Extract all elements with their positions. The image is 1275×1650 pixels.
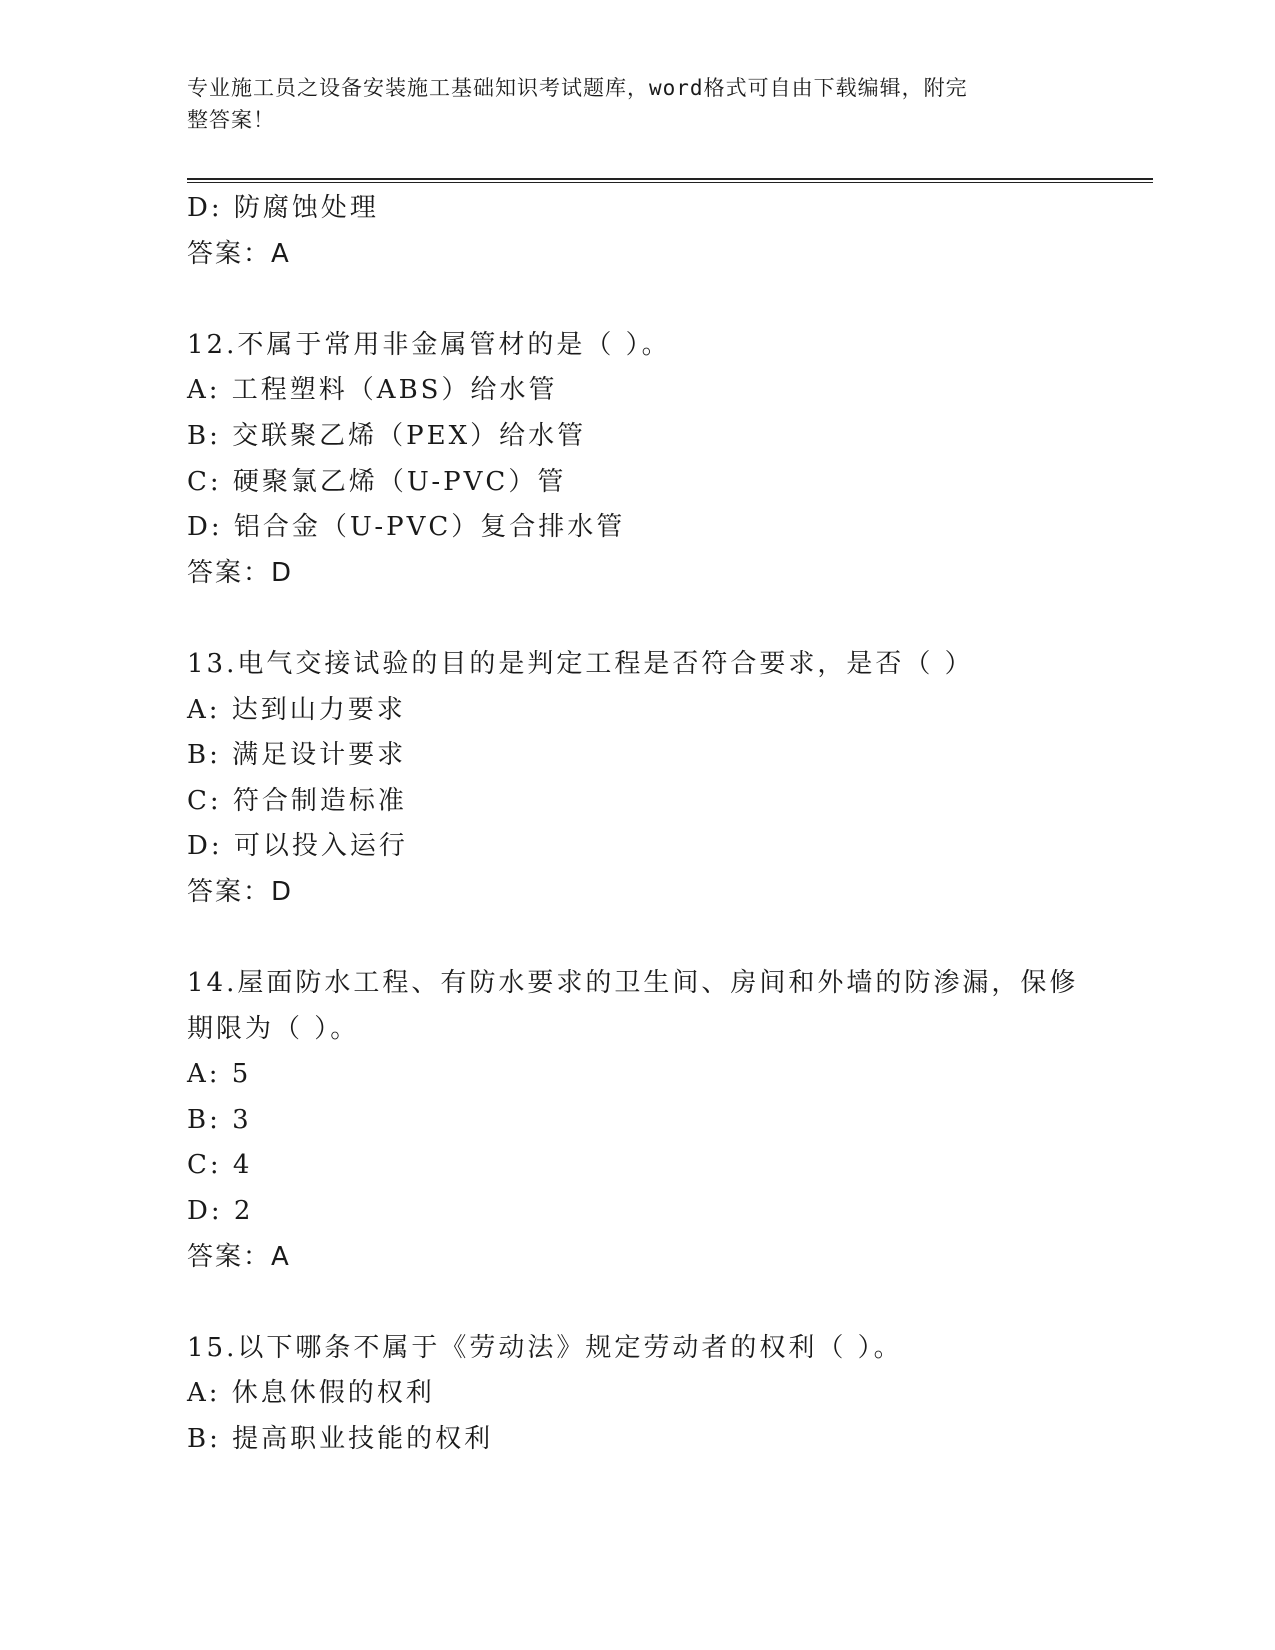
header-line-2: 整答案！ bbox=[187, 108, 275, 132]
header-divider bbox=[187, 178, 1153, 183]
q14-answer: 答案：A bbox=[187, 1241, 291, 1272]
document-header bbox=[187, 72, 1067, 136]
question-list bbox=[187, 186, 1087, 1463]
q12-option-b: B: 交联聚乙烯（PEX）给水管 bbox=[187, 420, 587, 451]
q15-option-a: A: 休息休假的权利 bbox=[187, 1378, 435, 1409]
q12-answer: 答案：D bbox=[187, 557, 294, 588]
q13-option-a: A: 达到山力要求 bbox=[187, 694, 406, 725]
spacer bbox=[187, 916, 1087, 962]
q13-option-c: C: 符合制造标准 bbox=[187, 785, 407, 816]
question-13 bbox=[187, 642, 1087, 916]
q15-question: 15.以下哪条不属于《劳动法》规定劳动者的权利（ ）。 bbox=[187, 1332, 903, 1363]
q12-option-a: A: 工程塑料（ABS）给水管 bbox=[187, 375, 558, 406]
q11-answer: 答案：A bbox=[187, 238, 291, 269]
q13-question: 13.电气交接试验的目的是判定工程是否符合要求，是否（ ） bbox=[187, 648, 974, 679]
q14-option-c: C: 4 bbox=[187, 1150, 253, 1181]
q11-option-d: D: 防腐蚀处理 bbox=[187, 193, 379, 223]
q12-option-d: D: 铝合金（U-PVC）复合排水管 bbox=[187, 512, 626, 543]
q13-answer: 答案：D bbox=[187, 876, 294, 907]
q13-option-b: B: 满足设计要求 bbox=[187, 740, 407, 771]
question-11-tail bbox=[187, 186, 1087, 277]
q14-option-d: D: 2 bbox=[187, 1196, 254, 1227]
question-12 bbox=[187, 323, 1087, 597]
spacer bbox=[187, 596, 1087, 642]
question-15 bbox=[187, 1326, 1087, 1463]
q14-option-b: B: 3 bbox=[187, 1104, 252, 1135]
q12-option-c: C: 硬聚氯乙烯（U-PVC）管 bbox=[187, 466, 567, 497]
q14-question-line-1: 14.屋面防水工程、有防水要求的卫生间、房间和外墙的防渗漏，保修 bbox=[187, 968, 1079, 999]
q13-option-d: D: 可以投入运行 bbox=[187, 831, 408, 862]
question-14 bbox=[187, 961, 1087, 1280]
spacer bbox=[187, 277, 1087, 323]
spacer bbox=[187, 1280, 1087, 1326]
q12-question: 12.不属于常用非金属管材的是（ ）。 bbox=[187, 329, 671, 360]
q14-question-line-2: 期限为（ ）。 bbox=[187, 1013, 360, 1044]
header-line-1: 专业施工员之设备安装施工基础知识考试题库，word格式可自由下载编辑，附完 bbox=[187, 76, 968, 100]
q15-option-b: B: 提高职业技能的权利 bbox=[187, 1424, 494, 1455]
q14-option-a: A: 5 bbox=[187, 1059, 252, 1090]
